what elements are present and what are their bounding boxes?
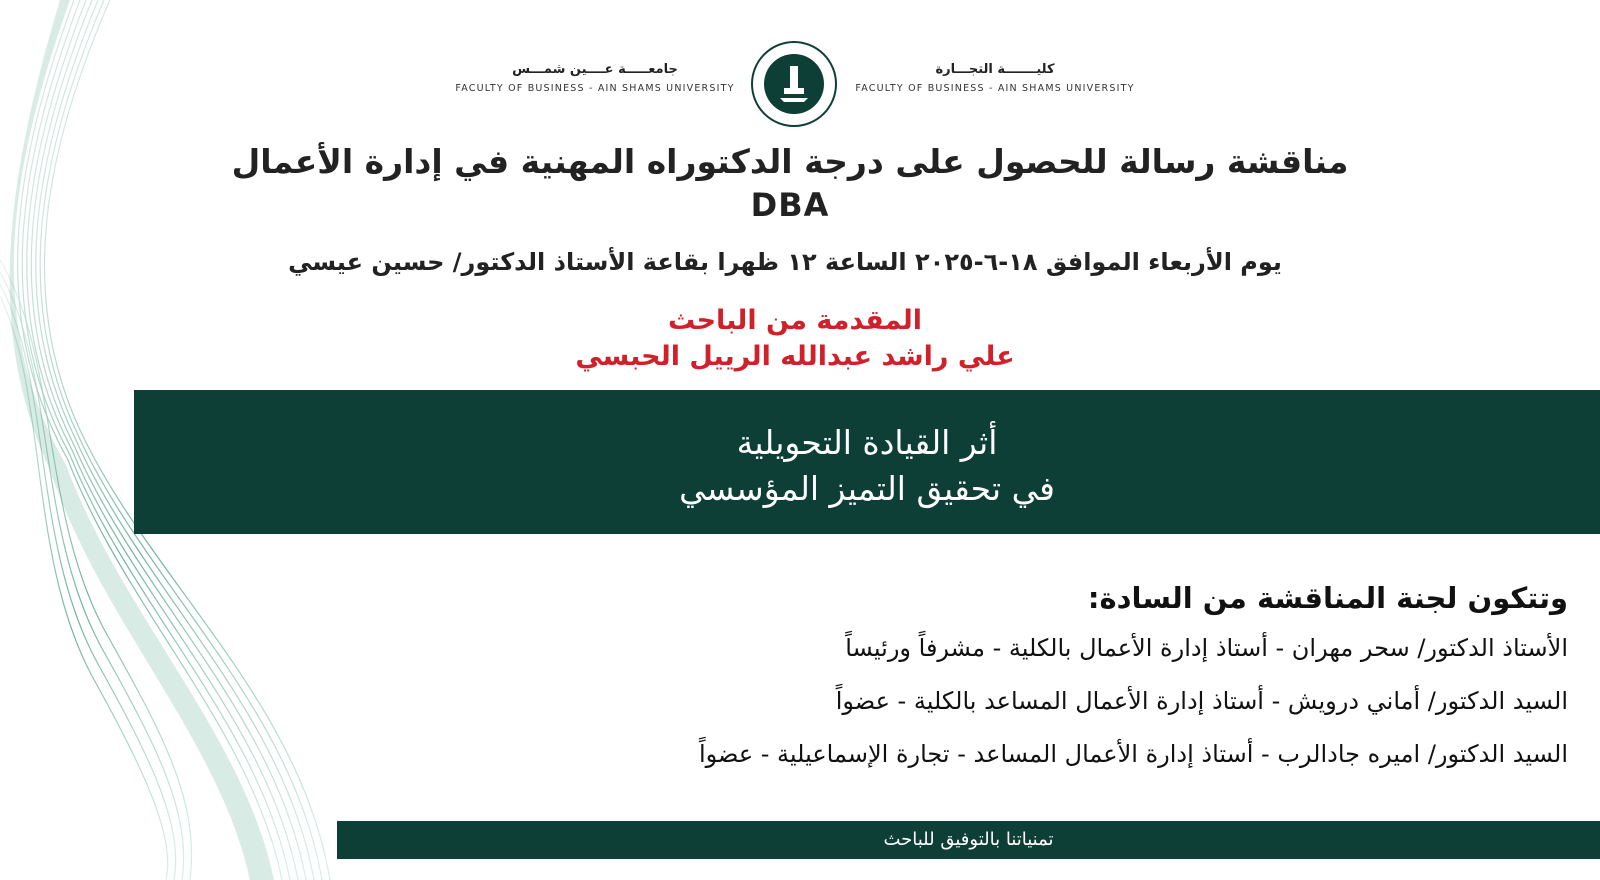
thesis-title-band bbox=[134, 390, 1600, 534]
thesis-title-line-2: في تحقيق التميز المؤسسي bbox=[679, 469, 1055, 508]
university-seal-logo bbox=[750, 40, 838, 128]
committee-member: السيد الدكتور/ اميره جادالرب - أستاذ إدارة الأعمال المساعد - تجارة الإسماعيلية - عضواً bbox=[698, 740, 1568, 768]
presenter-name: علي راشد عبدالله الرييل الحبسي bbox=[575, 341, 1015, 372]
footer-wishes: تمنياتنا بالتوفيق للباحث bbox=[883, 829, 1054, 850]
faculty-header bbox=[450, 40, 1140, 118]
defense-title: مناقشة رسالة للحصول على درجة الدكتوراه المهنية في إدارة الأعمال bbox=[231, 142, 1349, 181]
committee-section bbox=[388, 574, 1568, 781]
defense-date-venue: يوم الأربعاء الموافق ١٨-٦-٢٠٢٥ الساعة ١٢ ظهرا بقاعة الأستاذ الدكتور/ حسين عيسي bbox=[288, 248, 1282, 276]
faculty-name-block bbox=[850, 62, 1140, 94]
university-name-english: FACULTY OF BUSINESS - AIN SHAMS UNIVERSITY bbox=[455, 83, 735, 94]
committee-member: الأستاذ الدكتور/ سحر مهران - أستاذ إدارة الأعمال بالكلية - مشرفاً ورئيساً bbox=[845, 634, 1568, 662]
committee-heading: وتتكون لجنة المناقشة من السادة: bbox=[1087, 581, 1568, 615]
footer-band bbox=[337, 821, 1600, 859]
university-name-arabic: جامعـــــة عــــين شمـــس bbox=[512, 62, 678, 77]
committee-member: السيد الدكتور/ أماني درويش - أستاذ إدارة الأعمال المساعد بالكلية - عضواً bbox=[835, 687, 1568, 715]
degree-abbreviation: DBA bbox=[750, 186, 830, 224]
presenter-block bbox=[300, 303, 1290, 375]
faculty-name-arabic: كليـــــــة التجـــارة bbox=[935, 62, 1055, 77]
thesis-title-line-1: أثر القيادة التحويلية bbox=[736, 423, 998, 462]
faculty-name-english: FACULTY OF BUSINESS - AIN SHAMS UNIVERSITY bbox=[855, 83, 1135, 94]
thesis-title bbox=[134, 420, 1600, 512]
presenter-label: المقدمة من الباحث bbox=[667, 305, 923, 336]
university-name-block bbox=[450, 62, 740, 94]
